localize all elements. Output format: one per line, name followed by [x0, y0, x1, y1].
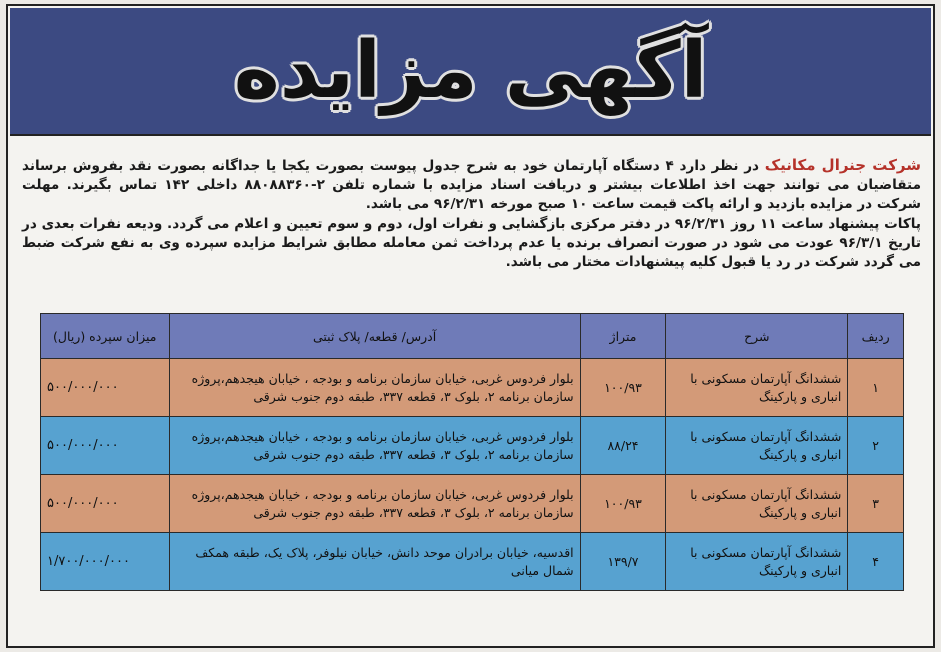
deposit-value: ۵۰۰/۰۰۰/۰۰۰ — [47, 379, 119, 395]
table-row — [41, 417, 904, 475]
cell-address: بلوار فردوس غربی، خیابان سازمان برنامه و بودجه ، خیابان هیجدهم،پروژه سازمان برنامه ۲، بلوک ۳، قطعه ۳۳۷، طبقه دوم جنوب شرقی — [169, 475, 580, 533]
cell-row-no: ۴ — [848, 533, 904, 591]
cell-address: بلوار فردوس غربی، خیابان سازمان برنامه و بودجه ، خیابان هیجدهم،پروژه سازمان برنامه ۲، بلوک ۳، قطعه ۳۳۷، طبقه دوم جنوب شرقی — [169, 359, 580, 417]
ad-body — [22, 156, 921, 272]
header-deposit: میزان سپرده (ریال) — [41, 314, 170, 359]
table-header-row — [41, 314, 904, 359]
ad-title: آگهی مزایده — [233, 26, 708, 116]
cell-area: ۸۸/۲۴ — [580, 417, 666, 475]
ad-header — [10, 8, 931, 136]
cell-area: ۱۳۹/۷ — [580, 533, 666, 591]
auction-table — [40, 313, 904, 591]
header-description: شرح — [666, 314, 848, 359]
cell-area: ۱۰۰/۹۳ — [580, 359, 666, 417]
cell-deposit — [41, 359, 170, 417]
intro-paragraph-2: پاکات پیشنهاد ساعت ۱۱ روز ۹۶/۲/۳۱ در دفتر مرکزی بازگشایی و نفرات اول، دوم و سوم تعیین و اعلام می گردد. ودیعه نفرات بعدی در تاریخ ۹۶/۳/۱ عودت می شود در صورت انصراف برنده یا عدم پرداخت ثمن معامله مطابق شرایط مزایده سپرده وی به نفع شرکت ضبط می گردد شرکت در رد یا قبول کلیه پیشنهادات مختار می باشد. — [22, 215, 921, 271]
company-name: شرکت جنرال مکانیک — [764, 156, 921, 174]
table-row — [41, 533, 904, 591]
header-row-no: ردیف — [848, 314, 904, 359]
cell-area: ۱۰۰/۹۳ — [580, 475, 666, 533]
cell-deposit — [41, 533, 170, 591]
cell-description: ششدانگ آپارتمان مسکونی با انباری و پارکینگ — [666, 475, 848, 533]
cell-description: ششدانگ آپارتمان مسکونی با انباری و پارکینگ — [666, 533, 848, 591]
header-address: آدرس/ قطعه/ پلاک ثبتی — [169, 314, 580, 359]
intro-paragraph-1: در نظر دارد ۴ دستگاه آپارتمان خود به شرح جدول پیوست بصورت یکجا یا جداگانه بصورت نقد بفروش برساند متقاضیان می توانند جهت اخذ اطلاعات بیشتر و دریافت اسناد مزایده با شماره تلفن ۲-۸۸۰۸۸۳۶۰ داخلی ۱۴۲ تماس بگیرند. مهلت شرکت در مزایده بازدید و ارائه پاکت قیمت ساعت ۱۰ صبح مورخه ۹۶/۲/۳۱ می باشد. — [22, 158, 922, 213]
table-row — [41, 359, 904, 417]
cell-description: ششدانگ آپارتمان مسکونی با انباری و پارکینگ — [666, 359, 848, 417]
cell-row-no: ۲ — [848, 417, 904, 475]
cell-address: اقدسیه، خیابان برادران موحد دانش، خیابان نیلوفر، پلاک یک، طبقه همکف شمال میانی — [169, 533, 580, 591]
cell-deposit — [41, 417, 170, 475]
cell-address: بلوار فردوس غربی، خیابان سازمان برنامه و بودجه ، خیابان هیجدهم،پروژه سازمان برنامه ۲، بلوک ۳، قطعه ۳۳۷، طبقه دوم جنوب شرقی — [169, 417, 580, 475]
table-row — [41, 475, 904, 533]
cell-row-no: ۳ — [848, 475, 904, 533]
cell-deposit — [41, 475, 170, 533]
deposit-value: ۱/۷۰۰/۰۰۰/۰۰۰ — [47, 553, 130, 569]
header-area: متراژ — [580, 314, 666, 359]
cell-row-no: ۱ — [848, 359, 904, 417]
deposit-value: ۵۰۰/۰۰۰/۰۰۰ — [47, 437, 119, 453]
deposit-value: ۵۰۰/۰۰۰/۰۰۰ — [47, 495, 119, 511]
cell-description: ششدانگ آپارتمان مسکونی با انباری و پارکینگ — [666, 417, 848, 475]
